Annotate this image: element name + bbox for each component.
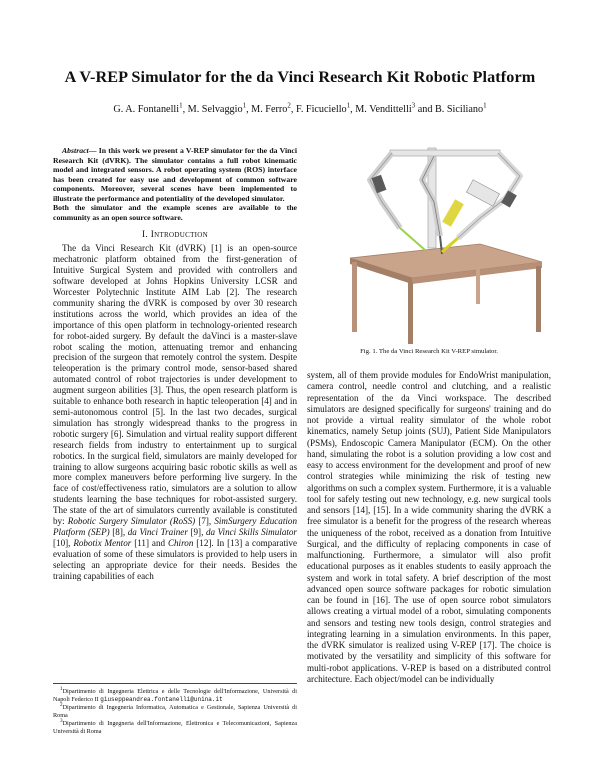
author-3: M. Ferro$^2$, [251,101,296,115]
table-leg [408,282,413,344]
intro-paragraph-left: The da Vinci Research Kit (dVRK) [1] is an open-source mechatronic platform obtained from the first-generation of Intuitive Surgical System and provided with controllers and software developed at Johns Hopkins University LCSR and Worcester Polytechnic Institute AIM Lab [2]. The research community sharing the dVRK is composed by over 30 research institutions across the world, which provides an idea of the importance of this open platform in technology-oriented research for robot-aided surgery. By default the daVinci is a master-slave robot scaling the motion, attenuating tremor and enhancing precision of the surgeon that remotely control the system. Despite teleoperation is the primary control mode, sensor-based shared automated control of robot trajectories is under development to augment surgeon abilities [3]. Thus, the open research platform is suitable to enhance both research in haptic teleoperation [4] and in semi-autonomous control [5]. In the last two decades, surgical simulation has strongly widespread thanks to the progress in robotic surgery [6]. Simulation and virtual reality support different research fields from industry to entertainment up to surgical robotics. In the surgical field, simulators are mainly developed for training to allow surgeons acquiring basic robotic skills as well as more complex maneuvers before performing live surgery. In the face of cost/effectiveness ratio, simulators are a solution to allow students learning the base techniques for robot-assisted surgery. The state of the art of simulators currently available is constituted by: Robotic Surgery Simulator (RoSS) [7], SimSurgery Education Platform (SEP) [8], da Vinci Trainer [9], da Vinci Skills Simulator [10], Robotix Mentor [11] and Chiron [12]. In [13] a comparative evaluation of some of these simulators is provided to help users in selecting an appropriate device for their needs. Besides the training capabilities of each [53,243,297,581]
table-leg [536,266,541,332]
simulator-sep: SimSurgery Education Platform (SEP) [53,516,297,537]
figure-caption: Fig. 1. The da Vinci Research Kit V-REP simulator. [360,348,498,355]
simulator-skills: da Vinci Skills Simulator [205,526,297,537]
author-email: giuseppeandrea.fontanelli@unina.it [100,695,223,703]
footnote-2: $^2$Dipartimento di Ingegneria Informatica, Automatica e Gestionale, Sapienza Università di Roma [53,702,297,719]
setup-joint-bar [390,150,500,156]
abstract-availability: Both the simulator and the example scenes are available to the community as an open source software. [53,203,297,222]
section-heading-introduction: I. Introduction [142,230,208,241]
footnote-1: $^1$Dipartimento di Ingegneria Elettrica e delle Tecnologie dell'Informazione, Università di Napoli Federico II giuseppeandrea.fontanelli@unina.it [53,685,297,703]
abstract-text: In this work we present a V-REP simulator for the da Vinci Research Kit (dVRK). The simulator contains a full robot kinematic model and integrated sensors. A robot operating system (ROS) interface has been created for easy use and development of common software components. Moreover, several scenes have been implemented to illustrate the performance and potentiality of the developed simulator. [53,146,298,203]
author-list [0,101,600,115]
simulator-robotix: Robotix Mentor [73,537,132,548]
simulator-trainer: da Vinci Trainer [127,526,188,537]
abstract-lead: Abstract [62,146,89,155]
figure-dvrk-simulator [330,140,550,345]
author-1: G. A. Fontanelli$^1$, [113,101,188,115]
left-column [53,146,297,581]
footnotes [53,683,297,737]
simulator-chiron: Chiron [167,537,194,548]
intro-paragraph-right: system, all of them provide modules for EndoWrist manipulation, camera control, needle control and clutching, and a realistic representation of the da Vinci workspace. The described simulators are designed specifically for surgeons' training and do not provide a virtual reality simulator of the whole robot kinematics, namely Setup joints (SUJ), Patient Side Manipulators (PSMs), Endoscopic Camera Manipulator (ECM). On the other hand, simulating the robot is a solution providing a low cost and easy to access environment for the development and proof of new control strategies while minimizing the risk of testing new algorithms on such a complex system. Furthermore, it is a valuable tool for safely testing out new technology, e.g. new surgical tools and sensors [14], [15]. In a wide community sharing the dVRK a free simulator is a benefit for the progress of the research whereas the uniqueness of the robot, received as a donation from Intuitive Surgical, and the difficulty of replacing components in case of malfunctioning. Furthermore, a simulator will also profit educational purposes as it enables students to easily approach the system and work in total safety. A brief description of the most advanced open source software packages for robotic simulation can be found in [16]. The use of open source robot simulators allows creating a virtual model of a robot, simulating components and sensors and testing new tools design, control strategies and integrating learning in a simulation environments. In this paper, the dVRK simulator is realized using V-REP [17]. The choice is motivated by the versatility and simplicity of this software for multi-robot applications. V-REP is based on a distributed control architecture. Each object/model can be individually [307,370,551,684]
table-leg [352,262,357,332]
paper-title: A V-REP Simulator for the da Vinci Research Kit Robotic Platform [64,68,536,86]
right-column [307,370,551,685]
psm-arm-left [370,153,400,228]
author-2: M. Selvaggio$^1$, [187,101,252,115]
robot-illustration [330,140,550,345]
abstract: Abstract— In this work we present a V-REP simulator for the da Vinci Research Kit (dVRK). The simulator contains a full robot kinematic model and integrated sensors. A robot operating system (ROS) interface has been created for easy use and development of common software components. Moreover, several scenes have been implemented to illustrate the performance and potentiality of the developed simulator. Both the simulator and the example scenes are available to the community as an open source software. [53,146,298,222]
author-4: F. Ficuciello$^1$, [295,101,356,115]
author-5: M. Vendittelli$^3$ and [355,101,435,115]
author-6: B. Siciliano$^1$ [434,101,487,115]
simulator-ross: Robotic Surgery Simulator (RoSS) [67,516,196,527]
table-leg [476,248,480,304]
tool-green [400,228,425,250]
footnote-3: $^3$Dipartimento di Ingegneria dell'Informazione, Elettronica e Telecomunicazioni, Sapienza Università di Roma [53,718,297,735]
